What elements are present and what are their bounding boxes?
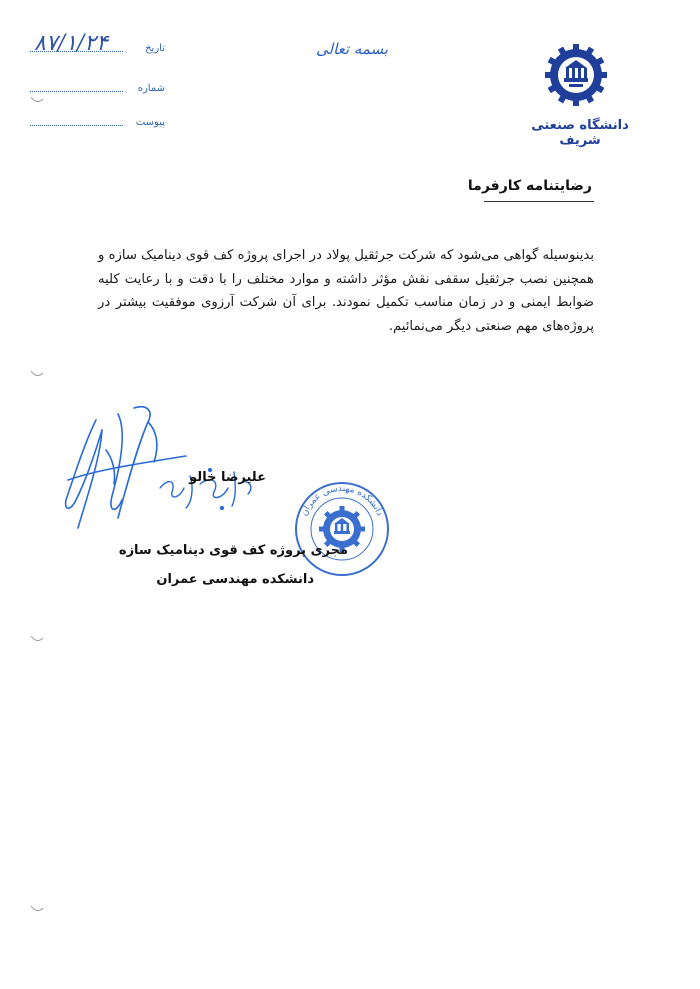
signer-role: مجری پروژه کف قوی دینامیک سازه xyxy=(118,543,348,558)
attachment-label: پیوست xyxy=(135,117,165,128)
date-label: تاریخ xyxy=(145,43,165,54)
handwritten-name-icon xyxy=(150,458,260,518)
signer-department: دانشکده مهندسی عمران xyxy=(156,572,314,587)
department-stamp-icon xyxy=(293,480,391,578)
university-name: دانشگاه صنعتی شریف xyxy=(531,118,629,148)
letter-body: بدینوسیله گواهی می‌شود که شرکت جرثقیل پولاد در اجرای پروژه کف قوی دینامیک سازه و همچنین نصب جرثقیل سقفی نقش مؤثر داشته و موارد مختلف را با دقت و با رعایت کلیه ضوابط ایمنی و در زمان مناسب تکمیل نمودند. برای آن شرکت آرزوی موفقیت بیشتر در پروژه‌های مهم صنعتی دیگر می‌نمائیم. xyxy=(98,248,594,334)
binder-hole-mark-icon xyxy=(30,96,44,104)
binder-hole-mark-icon xyxy=(30,370,44,378)
number-line xyxy=(30,91,123,92)
attachment-line xyxy=(30,125,123,126)
binder-hole-mark-icon xyxy=(30,905,44,913)
number-field xyxy=(30,76,165,96)
letter-title: رضایتنامه کارفرما xyxy=(467,178,592,194)
binder-hole-mark-icon xyxy=(30,635,44,643)
university-logo-icon xyxy=(545,44,607,106)
stamp-text: دانشکده مهندسی عمران xyxy=(299,483,385,518)
date-field xyxy=(30,31,165,56)
date-line xyxy=(30,51,123,52)
title-underline xyxy=(484,201,594,202)
date-value: ۸۷/۱/۲۴ xyxy=(34,31,108,56)
number-label: شماره xyxy=(137,83,165,94)
invocation-text: بسمه تعالی xyxy=(316,40,389,58)
attachment-field xyxy=(30,110,165,130)
signer-name: علیرضا خالو xyxy=(189,470,266,485)
